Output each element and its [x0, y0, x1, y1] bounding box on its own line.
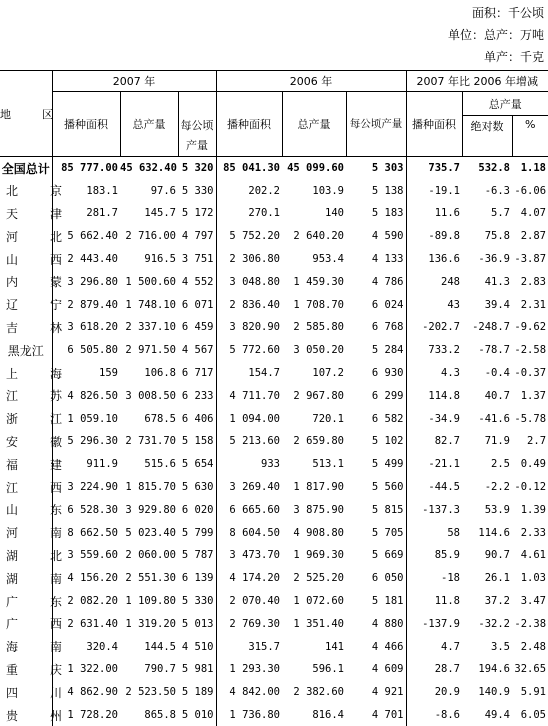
cell-o06: 2 585.80 [282, 316, 346, 339]
cell-y06: 4 921 [346, 681, 406, 704]
cell-o06: 1 072.60 [282, 590, 346, 613]
cell-o06: 2 659.80 [282, 430, 346, 453]
cell-a06: 2 769.30 [216, 612, 282, 635]
cell-a06: 3 269.40 [216, 476, 282, 499]
cell-a06: 154.7 [216, 362, 282, 385]
table-row [0, 362, 548, 385]
cell-dabs: 532.8 [462, 157, 512, 180]
cell-dpct: 4.07 [512, 202, 548, 225]
sown-area-2006-header: 播种面积 [216, 92, 282, 157]
cell-a07: 2 082.20 [52, 590, 120, 613]
cell-dpct: 2.7 [512, 430, 548, 453]
cell-dpct: -0.37 [512, 362, 548, 385]
cell-y06: 6 024 [346, 293, 406, 316]
cell-a06: 3 820.90 [216, 316, 282, 339]
cell-y07: 5 013 [178, 612, 216, 635]
table-row [0, 704, 548, 726]
cell-dpct: 4.61 [512, 544, 548, 567]
cell-y06: 6 930 [346, 362, 406, 385]
cell-o06: 103.9 [282, 179, 346, 202]
cell-o07: 515.6 [120, 453, 178, 476]
cell-o06: 1 708.70 [282, 293, 346, 316]
cell-a06: 4 842.00 [216, 681, 282, 704]
cell-y06: 4 609 [346, 658, 406, 681]
cell-y06: 4 133 [346, 248, 406, 271]
cell-a06: 5 752.20 [216, 225, 282, 248]
cell-da: 43 [406, 293, 462, 316]
cell-o07: 2 716.00 [120, 225, 178, 248]
cell-da: 11.8 [406, 590, 462, 613]
table-row [0, 225, 548, 248]
percent-header: % [512, 116, 548, 157]
cell-da: -8.6 [406, 704, 462, 726]
region-header: 地 区 [0, 71, 52, 157]
cell-da: -89.8 [406, 225, 462, 248]
cell-o06: 1 459.30 [282, 270, 346, 293]
cell-dabs: 39.4 [462, 293, 512, 316]
cell-o06: 141 [282, 635, 346, 658]
cell-y06: 5 138 [346, 179, 406, 202]
cell-y07: 6 717 [178, 362, 216, 385]
cell-y07: 5 981 [178, 658, 216, 681]
cell-y06: 4 590 [346, 225, 406, 248]
region-name: 河 北 [0, 225, 52, 248]
cell-y07: 4 567 [178, 339, 216, 362]
cell-y06: 5 705 [346, 521, 406, 544]
cell-y07: 5 799 [178, 521, 216, 544]
cell-y07: 4 797 [178, 225, 216, 248]
cell-o07: 916.5 [120, 248, 178, 271]
table-row [0, 430, 548, 453]
cell-da: -202.7 [406, 316, 462, 339]
cell-o06: 2 382.60 [282, 681, 346, 704]
cell-dabs: 194.6 [462, 658, 512, 681]
cell-o07: 1 500.60 [120, 270, 178, 293]
cell-a07: 1 728.20 [52, 704, 120, 726]
cell-o06: 816.4 [282, 704, 346, 726]
cell-y06: 4 786 [346, 270, 406, 293]
cell-y07: 6 233 [178, 384, 216, 407]
region-name: 贵 州 [0, 704, 52, 726]
cell-o07: 2 731.70 [120, 430, 178, 453]
region-name: 黑龙江 [0, 339, 52, 362]
table-row [0, 339, 548, 362]
absolute-header: 绝对数 [462, 116, 512, 157]
table-row [0, 316, 548, 339]
cell-a07: 183.1 [52, 179, 120, 202]
cell-y07: 6 406 [178, 407, 216, 430]
cell-dabs: 75.8 [462, 225, 512, 248]
cell-dabs: -248.7 [462, 316, 512, 339]
cell-a07: 1 059.10 [52, 407, 120, 430]
region-name: 海 南 [0, 635, 52, 658]
table-row [0, 248, 548, 271]
table-row [0, 544, 548, 567]
cell-o06: 140 [282, 202, 346, 225]
cell-dpct: -3.87 [512, 248, 548, 271]
region-name: 江 苏 [0, 384, 52, 407]
cell-o07: 790.7 [120, 658, 178, 681]
table-row [0, 498, 548, 521]
region-name: 山 西 [0, 248, 52, 271]
cell-y06: 4 466 [346, 635, 406, 658]
table-row [0, 179, 548, 202]
cell-y07: 5 654 [178, 453, 216, 476]
region-name: 山 东 [0, 498, 52, 521]
cell-y06: 6 582 [346, 407, 406, 430]
cell-da: -34.9 [406, 407, 462, 430]
cell-y07: 5 330 [178, 590, 216, 613]
cell-da: 28.7 [406, 658, 462, 681]
cell-dpct: -5.78 [512, 407, 548, 430]
cell-a07: 3 224.90 [52, 476, 120, 499]
cell-dpct: -6.06 [512, 179, 548, 202]
cell-dabs: -41.6 [462, 407, 512, 430]
cell-y06: 5 284 [346, 339, 406, 362]
table-row [0, 293, 548, 316]
table-row [0, 407, 548, 430]
cell-y06: 6 299 [346, 384, 406, 407]
cell-a06: 6 665.60 [216, 498, 282, 521]
cell-a07: 4 862.90 [52, 681, 120, 704]
cell-o06: 513.1 [282, 453, 346, 476]
cell-a06: 85 041.30 [216, 157, 282, 180]
region-name: 四 川 [0, 681, 52, 704]
header-row-years [0, 71, 548, 92]
cell-o06: 107.2 [282, 362, 346, 385]
cell-a06: 5 772.60 [216, 339, 282, 362]
cell-a06: 8 604.50 [216, 521, 282, 544]
cell-dpct: 6.05 [512, 704, 548, 726]
cell-dpct: 2.87 [512, 225, 548, 248]
cell-o07: 145.7 [120, 202, 178, 225]
table-row [0, 476, 548, 499]
region-name: 浙 江 [0, 407, 52, 430]
cell-dabs: -36.9 [462, 248, 512, 271]
cell-y07: 5 330 [178, 179, 216, 202]
cell-da: 58 [406, 521, 462, 544]
cell-dpct: 1.39 [512, 498, 548, 521]
cell-da: 85.9 [406, 544, 462, 567]
region-name: 福 建 [0, 453, 52, 476]
cell-y06: 6 050 [346, 567, 406, 590]
grain-statistics-table [0, 70, 548, 726]
cell-dpct: -2.58 [512, 339, 548, 362]
cell-a07: 4 156.20 [52, 567, 120, 590]
region-name: 河 南 [0, 521, 52, 544]
cell-a06: 2 306.80 [216, 248, 282, 271]
cell-o06: 2 525.20 [282, 567, 346, 590]
table-row [0, 590, 548, 613]
region-name: 内 蒙 [0, 270, 52, 293]
cell-a07: 1 322.00 [52, 658, 120, 681]
cell-a06: 2 836.40 [216, 293, 282, 316]
table-row [0, 202, 548, 225]
cell-a06: 4 711.70 [216, 384, 282, 407]
cell-da: 82.7 [406, 430, 462, 453]
cell-a06: 202.2 [216, 179, 282, 202]
cell-o07: 106.8 [120, 362, 178, 385]
region-name: 安 徽 [0, 430, 52, 453]
cell-a07: 4 826.50 [52, 384, 120, 407]
cell-a06: 933 [216, 453, 282, 476]
cell-da: -18 [406, 567, 462, 590]
sown-area-change-header: 播种面积 [406, 92, 462, 157]
region-name: 全国总计 [0, 157, 52, 180]
cell-dpct: 0.49 [512, 453, 548, 476]
table-row [0, 270, 548, 293]
cell-y07: 3 751 [178, 248, 216, 271]
table-row [0, 612, 548, 635]
cell-dpct: 3.47 [512, 590, 548, 613]
cell-a06: 315.7 [216, 635, 282, 658]
cell-y07: 5 158 [178, 430, 216, 453]
cell-o06: 1 969.30 [282, 544, 346, 567]
cell-a07: 281.7 [52, 202, 120, 225]
cell-y06: 5 815 [346, 498, 406, 521]
cell-o06: 45 099.60 [282, 157, 346, 180]
cell-dpct: 2.33 [512, 521, 548, 544]
cell-dabs: 40.7 [462, 384, 512, 407]
cell-dpct: 2.48 [512, 635, 548, 658]
cell-o07: 45 632.40 [120, 157, 178, 180]
cell-a07: 2 879.40 [52, 293, 120, 316]
cell-dabs: -78.7 [462, 339, 512, 362]
cell-da: 4.3 [406, 362, 462, 385]
region-name: 广 西 [0, 612, 52, 635]
cell-o06: 4 908.80 [282, 521, 346, 544]
cell-dpct: 1.37 [512, 384, 548, 407]
cell-dabs: -6.3 [462, 179, 512, 202]
year-2006-header: 2006 年 [216, 71, 406, 92]
cell-da: 11.6 [406, 202, 462, 225]
cell-y07: 6 020 [178, 498, 216, 521]
cell-da: 136.6 [406, 248, 462, 271]
cell-dabs: 41.3 [462, 270, 512, 293]
cell-dpct: -9.62 [512, 316, 548, 339]
cell-y06: 5 102 [346, 430, 406, 453]
cell-o07: 2 060.00 [120, 544, 178, 567]
unit-note-yield: 单产：千克 [484, 50, 544, 64]
cell-y07: 5 320 [178, 157, 216, 180]
cell-o07: 144.5 [120, 635, 178, 658]
cell-dabs: 26.1 [462, 567, 512, 590]
cell-o06: 2 967.80 [282, 384, 346, 407]
cell-o07: 2 971.50 [120, 339, 178, 362]
cell-dabs: -0.4 [462, 362, 512, 385]
cell-a06: 2 070.40 [216, 590, 282, 613]
cell-y07: 5 630 [178, 476, 216, 499]
cell-o06: 1 351.40 [282, 612, 346, 635]
cell-da: -44.5 [406, 476, 462, 499]
cell-o07: 2 523.50 [120, 681, 178, 704]
cell-a07: 2 631.40 [52, 612, 120, 635]
region-name: 江 西 [0, 476, 52, 499]
cell-a07: 6 528.30 [52, 498, 120, 521]
cell-dabs: 90.7 [462, 544, 512, 567]
cell-da: 735.7 [406, 157, 462, 180]
region-name: 辽 宁 [0, 293, 52, 316]
cell-dabs: 53.9 [462, 498, 512, 521]
cell-y06: 5 183 [346, 202, 406, 225]
region-name: 湖 北 [0, 544, 52, 567]
year-2007-header: 2007 年 [52, 71, 216, 92]
cell-da: 20.9 [406, 681, 462, 704]
unit-note-area: 面积：千公顷 [472, 6, 544, 20]
region-name: 广 东 [0, 590, 52, 613]
yield-2007-header-line2: 产量 [186, 139, 208, 152]
cell-o06: 953.4 [282, 248, 346, 271]
cell-a07: 159 [52, 362, 120, 385]
table-body [0, 157, 548, 726]
cell-da: -137.3 [406, 498, 462, 521]
cell-y07: 5 787 [178, 544, 216, 567]
cell-o06: 720.1 [282, 407, 346, 430]
region-name: 天 津 [0, 202, 52, 225]
cell-dpct: 5.91 [512, 681, 548, 704]
cell-dabs: 114.6 [462, 521, 512, 544]
output-2007-header: 总产量 [120, 92, 178, 157]
cell-a07: 6 505.80 [52, 339, 120, 362]
cell-y06: 4 880 [346, 612, 406, 635]
cell-a06: 1 293.30 [216, 658, 282, 681]
cell-o07: 97.6 [120, 179, 178, 202]
cell-a07: 2 443.40 [52, 248, 120, 271]
cell-o07: 5 023.40 [120, 521, 178, 544]
cell-y06: 5 669 [346, 544, 406, 567]
cell-y07: 6 459 [178, 316, 216, 339]
cell-a07: 5 662.40 [52, 225, 120, 248]
cell-o07: 865.8 [120, 704, 178, 726]
cell-y06: 6 768 [346, 316, 406, 339]
cell-dpct: 2.83 [512, 270, 548, 293]
cell-dpct: 2.31 [512, 293, 548, 316]
cell-a07: 3 296.80 [52, 270, 120, 293]
cell-y06: 5 499 [346, 453, 406, 476]
yield-2007-header [178, 92, 216, 157]
cell-dabs: 3.5 [462, 635, 512, 658]
cell-y07: 5 172 [178, 202, 216, 225]
region-name: 湖 南 [0, 567, 52, 590]
region-name: 重 庆 [0, 658, 52, 681]
cell-a06: 4 174.20 [216, 567, 282, 590]
cell-o07: 3 008.50 [120, 384, 178, 407]
cell-dpct: 1.03 [512, 567, 548, 590]
unit-note-output: 单位：总产：万吨 [448, 28, 544, 42]
cell-y07: 4 552 [178, 270, 216, 293]
table-row [0, 658, 548, 681]
cell-a06: 5 213.60 [216, 430, 282, 453]
cell-a07: 5 296.30 [52, 430, 120, 453]
cell-o06: 596.1 [282, 658, 346, 681]
cell-dabs: 37.2 [462, 590, 512, 613]
cell-a07: 85 777.00 [52, 157, 120, 180]
cell-dabs: 140.9 [462, 681, 512, 704]
cell-da: 4.7 [406, 635, 462, 658]
yield-2007-header-line1: 每公顷 [181, 119, 214, 132]
table-row [0, 453, 548, 476]
cell-da: -19.1 [406, 179, 462, 202]
output-2006-header: 总产量 [282, 92, 346, 157]
cell-y06: 5 303 [346, 157, 406, 180]
cell-dpct: -2.38 [512, 612, 548, 635]
cell-o07: 3 929.80 [120, 498, 178, 521]
cell-o06: 1 817.90 [282, 476, 346, 499]
table-row [0, 681, 548, 704]
cell-a06: 3 048.80 [216, 270, 282, 293]
cell-da: 248 [406, 270, 462, 293]
cell-y06: 4 701 [346, 704, 406, 726]
cell-a06: 3 473.70 [216, 544, 282, 567]
cell-o06: 2 640.20 [282, 225, 346, 248]
cell-o07: 1 109.80 [120, 590, 178, 613]
cell-o07: 2 551.30 [120, 567, 178, 590]
region-name: 上 海 [0, 362, 52, 385]
cell-dabs: 49.4 [462, 704, 512, 726]
cell-dpct: 1.18 [512, 157, 548, 180]
cell-a06: 270.1 [216, 202, 282, 225]
cell-o07: 2 337.10 [120, 316, 178, 339]
cell-dpct: -0.12 [512, 476, 548, 499]
cell-da: -21.1 [406, 453, 462, 476]
sown-area-2007-header: 播种面积 [52, 92, 120, 157]
total-row [0, 157, 548, 180]
cell-a06: 1 094.00 [216, 407, 282, 430]
cell-y07: 6 071 [178, 293, 216, 316]
cell-y07: 5 010 [178, 704, 216, 726]
cell-a07: 320.4 [52, 635, 120, 658]
cell-a07: 3 559.60 [52, 544, 120, 567]
cell-o06: 3 050.20 [282, 339, 346, 362]
cell-a07: 8 662.50 [52, 521, 120, 544]
cell-o07: 678.5 [120, 407, 178, 430]
cell-dabs: 5.7 [462, 202, 512, 225]
cell-dabs: -2.2 [462, 476, 512, 499]
cell-da: 114.8 [406, 384, 462, 407]
cell-da: 733.2 [406, 339, 462, 362]
cell-a06: 1 736.80 [216, 704, 282, 726]
cell-o07: 1 319.20 [120, 612, 178, 635]
cell-o06: 3 875.90 [282, 498, 346, 521]
region-name: 吉 林 [0, 316, 52, 339]
cell-dabs: 71.9 [462, 430, 512, 453]
change-header: 2007 年比 2006 年增减 [406, 71, 548, 92]
cell-y07: 6 139 [178, 567, 216, 590]
cell-y07: 5 189 [178, 681, 216, 704]
yield-2006-header: 每公顷产量 [346, 92, 406, 157]
cell-y07: 4 510 [178, 635, 216, 658]
region-name: 北 京 [0, 179, 52, 202]
cell-o07: 1 815.70 [120, 476, 178, 499]
cell-a07: 3 618.20 [52, 316, 120, 339]
output-change-header: 总产量 [462, 92, 548, 116]
table-row [0, 384, 548, 407]
cell-dabs: 2.5 [462, 453, 512, 476]
table-row [0, 567, 548, 590]
cell-y06: 5 181 [346, 590, 406, 613]
table-row [0, 521, 548, 544]
cell-o07: 1 748.10 [120, 293, 178, 316]
cell-a07: 911.9 [52, 453, 120, 476]
cell-dabs: -32.2 [462, 612, 512, 635]
cell-y06: 5 560 [346, 476, 406, 499]
cell-dpct: 32.65 [512, 658, 548, 681]
table-row [0, 635, 548, 658]
cell-da: -137.9 [406, 612, 462, 635]
